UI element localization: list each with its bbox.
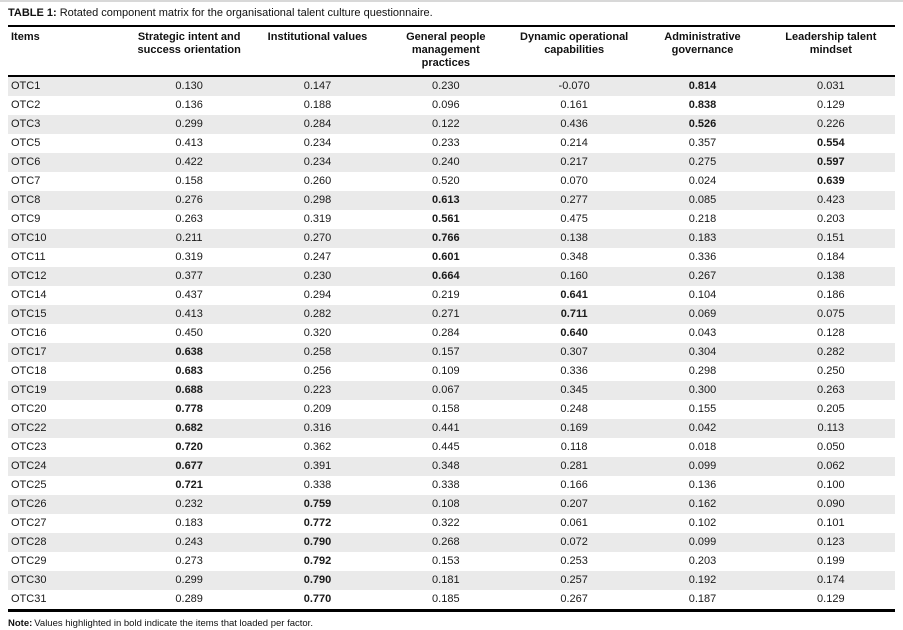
loading-value-cell: 0.276 (175, 194, 203, 206)
loading-value-cell: 0.067 (432, 384, 460, 396)
loading-value-cell: 0.234 (303, 137, 332, 149)
table-note-label: Note: (8, 618, 33, 629)
loading-value-cell: 0.298 (688, 365, 717, 377)
loading-value-cell-bold: 0.664 (432, 270, 460, 282)
loading-value-cell: 0.357 (688, 137, 717, 149)
loading-value-cell: 0.203 (688, 555, 717, 567)
table-row (8, 324, 895, 343)
loading-value-cell: 0.319 (303, 213, 332, 225)
item-id-cell: OTC23 (11, 441, 47, 453)
table-row (8, 96, 895, 115)
item-id-cell: OTC11 (11, 251, 46, 263)
loading-value-cell: 0.129 (817, 99, 845, 111)
loading-value-cell: 0.199 (817, 555, 845, 567)
loading-value-cell-bold: 0.613 (432, 194, 460, 206)
loading-value-cell: 0.123 (817, 536, 845, 548)
table-row (8, 362, 895, 381)
item-id-cell: OTC20 (11, 403, 47, 415)
loading-value-cell: 0.203 (817, 213, 845, 225)
loading-value-cell-bold: 0.688 (175, 384, 203, 396)
table-row (8, 552, 895, 571)
loading-value-cell-bold: 0.677 (175, 460, 203, 472)
loading-value-cell-bold: 0.766 (432, 232, 460, 244)
loading-value-cell-bold: 0.720 (175, 441, 203, 453)
loading-value-cell: 0.445 (432, 441, 460, 453)
loading-value-cell: 0.377 (175, 270, 203, 282)
loading-value-cell: 0.263 (817, 384, 845, 396)
loading-value-cell: 0.183 (175, 517, 203, 529)
table-row (8, 457, 895, 476)
column-header-items: Items (8, 26, 125, 76)
table-row (8, 476, 895, 495)
loading-value-cell: 0.441 (432, 422, 460, 434)
loading-value-cell: 0.413 (175, 308, 203, 320)
loading-value-cell: 0.450 (175, 327, 203, 339)
table-row (8, 381, 895, 400)
loading-value-cell-bold: 0.601 (432, 251, 460, 263)
loading-value-cell-bold: 0.640 (560, 327, 588, 339)
loading-value-cell: 0.257 (560, 574, 588, 586)
table-row (8, 400, 895, 419)
loading-value-cell: 0.299 (175, 574, 203, 586)
table-note (8, 618, 895, 630)
loading-value-cell: 0.166 (560, 479, 588, 491)
table-row (8, 76, 895, 96)
loading-value-cell: 0.136 (175, 99, 203, 111)
loading-value-cell: 0.232 (175, 498, 203, 510)
loading-value-cell: 0.187 (688, 593, 717, 605)
loading-value-cell: 0.263 (175, 213, 203, 225)
table-note-text: Values highlighted in bold indicate the items that loaded per factor. (34, 618, 313, 629)
loading-value-cell: 0.219 (432, 289, 460, 301)
loading-value-cell: 0.153 (432, 555, 460, 567)
loading-value-cell: 0.101 (817, 517, 845, 529)
item-id-cell: OTC27 (11, 517, 47, 529)
loading-value-cell-bold: 0.721 (175, 479, 203, 491)
item-id-cell: OTC6 (11, 156, 41, 168)
loading-value-cell-bold: 0.814 (688, 80, 717, 92)
loading-value-cell: 0.260 (303, 175, 332, 187)
loading-value-cell: 0.336 (560, 365, 588, 377)
item-id-cell: OTC24 (11, 460, 47, 472)
loading-value-cell: 0.299 (175, 118, 203, 130)
loading-value-cell: 0.233 (432, 137, 460, 149)
loading-value-cell: 0.230 (303, 270, 332, 282)
loading-value-cell: 0.185 (432, 593, 460, 605)
loading-value-cell: 0.018 (688, 441, 717, 453)
loading-value-cell: 0.226 (817, 118, 845, 130)
table-row (8, 153, 895, 172)
loading-value-cell: 0.151 (817, 232, 845, 244)
loading-value-cell-bold: 0.554 (817, 137, 845, 149)
item-id-cell: OTC16 (11, 327, 47, 339)
loading-value-cell: 0.075 (817, 308, 845, 320)
item-id-cell: OTC30 (11, 574, 47, 586)
loading-value-cell-bold: 0.641 (560, 289, 588, 301)
loading-value-cell: 0.270 (303, 232, 332, 244)
loading-value-cell: 0.391 (303, 460, 332, 472)
loading-value-cell: 0.062 (817, 460, 845, 472)
loading-value-cell: 0.031 (817, 80, 845, 92)
loading-value-cell: 0.162 (688, 498, 717, 510)
loading-value-cell: 0.300 (688, 384, 717, 396)
loading-value-cell: 0.118 (560, 441, 588, 453)
table-row (8, 438, 895, 457)
loading-value-cell: 0.050 (817, 441, 845, 453)
loading-value-cell: 0.130 (175, 80, 203, 92)
loading-value-cell-bold: 0.526 (688, 118, 717, 130)
loading-value-cell: 0.223 (303, 384, 332, 396)
loading-value-cell-bold: 0.770 (303, 593, 332, 605)
loading-value-cell: 0.169 (560, 422, 588, 434)
loading-value-cell: 0.256 (303, 365, 332, 377)
loading-value-cell: 0.096 (432, 99, 460, 111)
table-title-label: TABLE 1: (8, 7, 57, 19)
loading-value-cell: 0.362 (303, 441, 332, 453)
loading-value-cell: 0.136 (688, 479, 717, 491)
column-header-factor: General people management practices (382, 26, 510, 76)
loading-value-cell: 0.413 (175, 137, 203, 149)
loading-value-cell: 0.298 (303, 194, 332, 206)
loading-value-cell: 0.158 (432, 403, 460, 415)
loading-value-cell: 0.284 (303, 118, 332, 130)
loading-value-cell: 0.282 (303, 308, 332, 320)
loading-value-cell: 0.209 (303, 403, 332, 415)
loading-value-cell: 0.218 (688, 213, 717, 225)
item-id-cell: OTC2 (11, 99, 41, 111)
table-row (8, 248, 895, 267)
loading-value-cell: 0.322 (432, 517, 460, 529)
loading-value-cell: 0.108 (432, 498, 460, 510)
column-header-factor: Administrative governance (638, 26, 766, 76)
loading-value-cell: 0.284 (432, 327, 460, 339)
item-id-cell: OTC15 (11, 308, 47, 320)
loading-value-cell-bold: 0.772 (303, 517, 332, 529)
loading-value-cell: 0.253 (560, 555, 588, 567)
loading-value-cell: 0.250 (817, 365, 845, 377)
loading-value-cell: 0.234 (303, 156, 332, 168)
loading-value-cell: 0.043 (688, 327, 717, 339)
table-row (8, 305, 895, 324)
component-matrix-table (8, 25, 895, 612)
table-row (8, 191, 895, 210)
loading-value-cell: 0.090 (817, 498, 845, 510)
loading-value-cell: 0.181 (432, 574, 460, 586)
loading-value-cell: 0.160 (560, 270, 588, 282)
loading-value-cell: 0.338 (432, 479, 460, 491)
loading-value-cell: 0.319 (175, 251, 203, 263)
loading-value-cell: 0.336 (688, 251, 717, 263)
item-id-cell: OTC29 (11, 555, 47, 567)
loading-value-cell: 0.099 (688, 536, 717, 548)
item-id-cell: OTC5 (11, 137, 41, 149)
loading-value-cell: 0.102 (688, 517, 717, 529)
loading-value-cell: 0.243 (175, 536, 203, 548)
table-row (8, 115, 895, 134)
loading-value-cell: 0.316 (303, 422, 332, 434)
loading-value-cell-bold: 0.639 (817, 175, 845, 187)
table-row (8, 571, 895, 590)
loading-value-cell: 0.024 (688, 175, 717, 187)
item-id-cell: OTC9 (11, 213, 41, 225)
loading-value-cell: 0.085 (688, 194, 717, 206)
loading-value-cell: 0.070 (560, 175, 588, 187)
item-id-cell: OTC17 (11, 346, 47, 358)
loading-value-cell: 0.072 (560, 536, 588, 548)
item-id-cell: OTC3 (11, 118, 41, 130)
table-row (8, 172, 895, 191)
table-row (8, 267, 895, 286)
item-id-cell: OTC7 (11, 175, 41, 187)
loading-value-cell: 0.211 (175, 232, 203, 244)
loading-value-cell: 0.128 (817, 327, 845, 339)
loading-value-cell-bold: 0.778 (175, 403, 203, 415)
item-id-cell: OTC18 (11, 365, 47, 377)
table-row (8, 286, 895, 305)
table-body (8, 76, 895, 611)
loading-value-cell: 0.113 (817, 422, 845, 434)
loading-value-cell: 0.437 (175, 289, 203, 301)
item-id-cell: OTC14 (11, 289, 47, 301)
item-id-cell: OTC26 (11, 498, 47, 510)
loading-value-cell: 0.273 (175, 555, 203, 567)
loading-value-cell: 0.247 (303, 251, 332, 263)
loading-value-cell: 0.042 (688, 422, 717, 434)
loading-value-cell: 0.183 (688, 232, 717, 244)
loading-value-cell-bold: 0.792 (303, 555, 332, 567)
column-header-factor: Institutional values (253, 26, 381, 76)
loading-value-cell-bold: 0.759 (303, 498, 332, 510)
loading-value-cell: 0.320 (303, 327, 332, 339)
loading-value-cell: 0.348 (560, 251, 588, 263)
table-row (8, 229, 895, 248)
table-row (8, 210, 895, 229)
item-id-cell: OTC25 (11, 479, 47, 491)
loading-value-cell: 0.207 (560, 498, 588, 510)
loading-value-cell: 0.348 (432, 460, 460, 472)
loading-value-cell: 0.281 (560, 460, 588, 472)
loading-value-cell: 0.174 (817, 574, 845, 586)
table-row (8, 419, 895, 438)
loading-value-cell: -0.070 (558, 80, 590, 92)
loading-value-cell: 0.294 (303, 289, 332, 301)
table-row (8, 533, 895, 552)
loading-value-cell: 0.230 (432, 80, 460, 92)
loading-value-cell: 0.214 (560, 137, 588, 149)
loading-value-cell: 0.122 (432, 118, 460, 130)
loading-value-cell: 0.100 (817, 479, 845, 491)
item-id-cell: OTC1 (11, 80, 41, 92)
loading-value-cell: 0.282 (817, 346, 845, 358)
loading-value-cell: 0.422 (175, 156, 203, 168)
item-id-cell: OTC8 (11, 194, 41, 206)
loading-value-cell: 0.192 (688, 574, 717, 586)
loading-value-cell: 0.129 (817, 593, 845, 605)
loading-value-cell: 0.267 (560, 593, 588, 605)
column-header-factor: Strategic intent and success orientation (125, 26, 253, 76)
table-row (8, 514, 895, 533)
loading-value-cell: 0.423 (817, 194, 845, 206)
item-id-cell: OTC28 (11, 536, 47, 548)
loading-value-cell: 0.338 (303, 479, 332, 491)
loading-value-cell: 0.277 (560, 194, 588, 206)
loading-value-cell: 0.069 (688, 308, 717, 320)
loading-value-cell: 0.217 (560, 156, 588, 168)
loading-value-cell-bold: 0.790 (303, 574, 332, 586)
loading-value-cell: 0.267 (688, 270, 717, 282)
table-title-text: Rotated component matrix for the organisational talent culture questionnaire. (59, 7, 433, 19)
loading-value-cell: 0.258 (303, 346, 332, 358)
loading-value-cell-bold: 0.561 (432, 213, 460, 225)
loading-value-cell-bold: 0.711 (560, 308, 588, 320)
loading-value-cell: 0.157 (432, 346, 460, 358)
loading-value-cell: 0.161 (560, 99, 588, 111)
item-id-cell: OTC22 (11, 422, 47, 434)
loading-value-cell: 0.138 (817, 270, 845, 282)
loading-value-cell-bold: 0.682 (175, 422, 203, 434)
loading-value-cell: 0.345 (560, 384, 588, 396)
loading-value-cell: 0.188 (303, 99, 332, 111)
table-row (8, 495, 895, 514)
page-top-edge-divider (0, 0, 903, 2)
column-header-factor: Dynamic operational capabilities (510, 26, 638, 76)
loading-value-cell: 0.205 (817, 403, 845, 415)
loading-value-cell-bold: 0.638 (175, 346, 203, 358)
loading-value-cell: 0.104 (688, 289, 717, 301)
loading-value-cell-bold: 0.597 (817, 156, 845, 168)
loading-value-cell: 0.248 (560, 403, 588, 415)
loading-value-cell: 0.268 (432, 536, 460, 548)
item-id-cell: OTC10 (11, 232, 47, 244)
table-header (8, 26, 895, 76)
loading-value-cell: 0.186 (817, 289, 845, 301)
loading-value-cell: 0.304 (688, 346, 717, 358)
loading-value-cell: 0.307 (560, 346, 588, 358)
loading-value-cell-bold: 0.838 (688, 99, 717, 111)
table-row (8, 134, 895, 153)
table-row (8, 343, 895, 362)
loading-value-cell: 0.138 (560, 232, 588, 244)
loading-value-cell: 0.520 (432, 175, 460, 187)
loading-value-cell: 0.061 (560, 517, 588, 529)
loading-value-cell: 0.275 (688, 156, 717, 168)
loading-value-cell: 0.158 (175, 175, 203, 187)
loading-value-cell: 0.147 (303, 80, 332, 92)
item-id-cell: OTC12 (11, 270, 47, 282)
column-header-factor: Leadership talent mindset (767, 26, 895, 76)
loading-value-cell: 0.289 (175, 593, 203, 605)
loading-value-cell-bold: 0.790 (303, 536, 332, 548)
loading-value-cell: 0.436 (560, 118, 588, 130)
item-id-cell: OTC19 (11, 384, 47, 396)
loading-value-cell-bold: 0.683 (175, 365, 203, 377)
item-id-cell: OTC31 (11, 593, 47, 605)
loading-value-cell: 0.099 (688, 460, 717, 472)
loading-value-cell: 0.109 (432, 365, 460, 377)
table-title (8, 6, 895, 20)
loading-value-cell: 0.475 (560, 213, 588, 225)
loading-value-cell: 0.240 (432, 156, 460, 168)
loading-value-cell: 0.155 (688, 403, 717, 415)
loading-value-cell: 0.271 (432, 308, 460, 320)
loading-value-cell: 0.184 (817, 251, 845, 263)
table-header-row (8, 26, 895, 76)
table-row (8, 590, 895, 611)
